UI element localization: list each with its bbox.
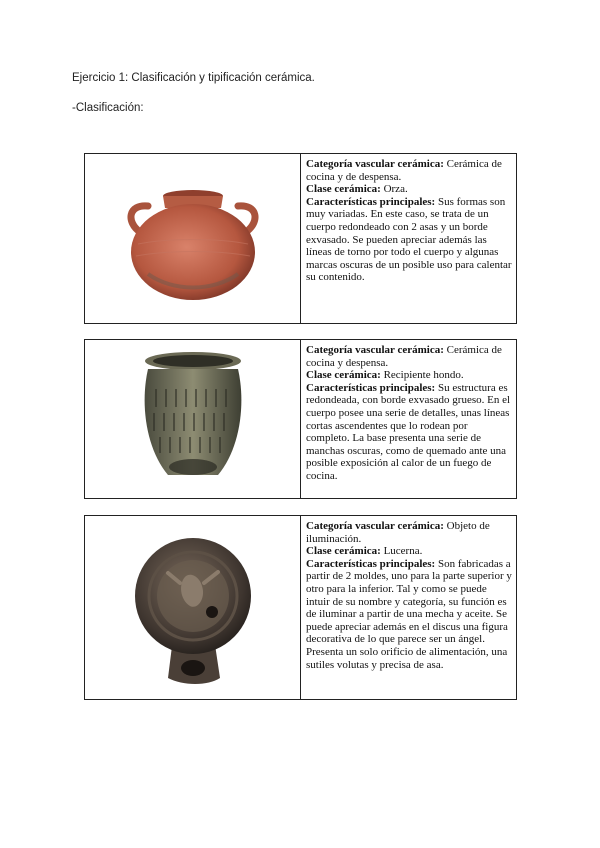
- class-value: Orza.: [383, 183, 408, 196]
- ceramic-entry-oil-lamp: [84, 515, 517, 700]
- features-label: Características principales:: [306, 381, 436, 394]
- category-value: Cerámica de cocina y de despensa.: [306, 158, 502, 183]
- category-value: Cerámica de cocina y despensa.: [306, 344, 502, 369]
- image-cell: [85, 154, 301, 323]
- section-heading: -Clasificación:: [72, 102, 144, 114]
- category-label: Categoría vascular cerámica:: [306, 344, 444, 356]
- class-value: Recipiente hondo.: [383, 369, 464, 382]
- features-label: Características principales:: [306, 195, 436, 208]
- class-label: Clase cerámica:: [306, 545, 381, 558]
- oil-lamp-icon: [128, 528, 258, 688]
- class-label: Clase cerámica:: [306, 369, 381, 382]
- image-cell: [85, 340, 301, 498]
- description-cell: [301, 154, 516, 323]
- ceramic-entry-orza: [84, 153, 517, 324]
- category-label: Categoría vascular cerámica:: [306, 520, 444, 532]
- class-value: Lucerna.: [383, 545, 423, 558]
- deep-vessel-icon: [138, 349, 248, 489]
- features-label: Características principales:: [306, 557, 436, 570]
- class-label: Clase cerámica:: [306, 183, 381, 196]
- features-value: Son fabricadas a partir de 2 moldes, uno para la parte superior y otro para la inferior. Tal y como se puede intuir de su nombre y categoría, su función es de iluminar a partir de una mecha y aceite. Se puede apreciar además en el discus una figura decorativa de lo que parece ser un ángel. Presenta un solo orificio de alimentación, una sutiles volutas y precisa de asa.: [306, 557, 512, 671]
- document-title: Ejercicio 1: Clasificación y tipificación cerámica.: [72, 72, 315, 84]
- orza-jar-icon: [118, 174, 268, 304]
- category-value: Objeto de iluminación.: [306, 520, 490, 545]
- category-label: Categoría vascular cerámica:: [306, 158, 444, 170]
- features-value: Sus formas son muy variadas. En este caso, se trata de un cuerpo redondeado con 2 asas y un borde exvasado. Se pueden apreciar además las líneas de torno por todo el cuerpo y algunas marcas oscuras de un posible uso para calentar su contenido.: [306, 195, 512, 284]
- description-cell: [301, 516, 516, 699]
- features-value: Su estructura es redondeada, con borde exvasado grueso. En el cuerpo posee una serie de detalles, unas líneas cortas ascendentes que lo rodean por completo. La base presenta una serie de manchas oscuras, como de quemado ante una posible exposición al calor de un fuego de cocina.: [306, 381, 511, 482]
- image-cell: [85, 516, 301, 699]
- ceramic-entry-deep-vessel: [84, 339, 517, 499]
- description-cell: [301, 340, 516, 498]
